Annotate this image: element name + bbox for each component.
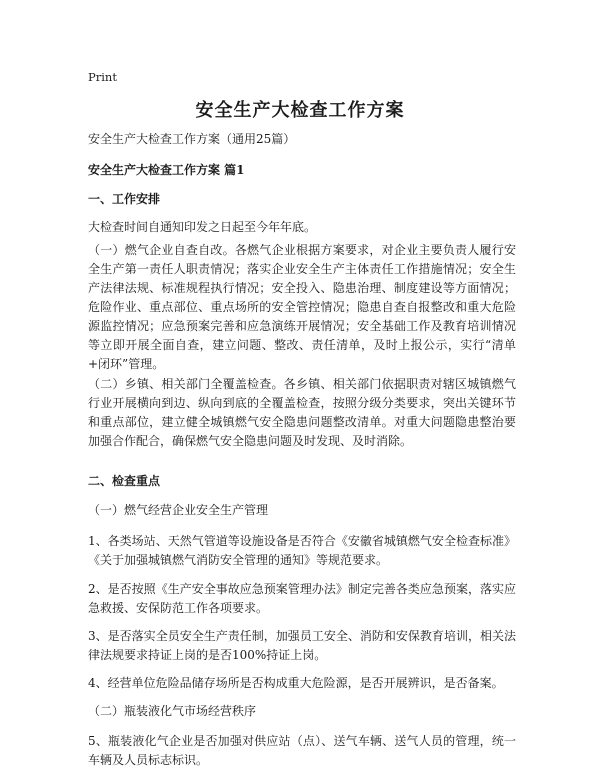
check-item-2: 2、是否按照《生产安全事故应急预案管理办法》制定完善各类应急预案，落实应急救援、安保防范工作各项要求。 bbox=[88, 582, 516, 615]
document-subtitle: 安全生产大检查工作方案（通用25篇） bbox=[88, 132, 296, 146]
print-label[interactable]: Print bbox=[88, 70, 117, 84]
check-item-4: 4、经营单位危险品储存场所是否构成重大危险源，是否开展辨识，是否备案。 bbox=[88, 676, 504, 690]
check-item-1: 1、各类场站、天然气管道等设施设备是否符合《安徽省城镇燃气安全检查标准》《关于加强城镇燃气消防安全管理的通知》等规范要求。 bbox=[88, 534, 516, 567]
check-item-3: 3、是否落实全员安全生产责任制，加强员工安全、消防和安保教育培训，相关法律法规要求持证上岗的是否100%持证上岗。 bbox=[88, 629, 516, 662]
subsection-lpg-market-order: （二）瓶装液化气市场经营秩序 bbox=[88, 704, 257, 718]
part-title: 安全生产大检查工作方案 篇1 bbox=[88, 163, 245, 177]
section-heading-work-arrangement: 一、工作安排 bbox=[88, 192, 161, 206]
page-title: 安全生产大检查工作方案 bbox=[195, 100, 405, 121]
section-heading-inspection-focus: 二、检查重点 bbox=[88, 474, 161, 488]
paragraph-intro: 大检查时间自通知印发之日起至今年年底。 bbox=[88, 220, 317, 234]
paragraph-self-inspection: （一）燃气企业自查自改。各燃气企业根据方案要求，对企业主要负责人履行安全生产第一责任人职责情况；落实企业安全生产主体责任工作措施情况；安全生产法律法规、标准规程执行情况；安全投入、隐患治理、制度建设等方面情况；危险作业、重点部位、重点场所的安全管控情况；隐患自查自报整改和重大危险源监控情况；应急预案完善和应急演练开展情况；安全基础工作及教育培训情况等立即开展全面自查，建立问题、整改、责任清单，及时上报公示，实行“清单+闭环”管理。 bbox=[88, 243, 516, 371]
check-item-5: 5、瓶装液化气企业是否加强对供应站（点）、送气车辆、送气人员的管理，统一车辆及人员标志标识。 bbox=[88, 734, 516, 767]
paragraph-full-coverage-inspection: （二）乡镇、相关部门全覆盖检查。各乡镇、相关部门依据职责对辖区城镇燃气行业开展横向到边、纵向到底的全覆盖检查，按照分级分类要求，突出关键环节和重点部位，建立健全城镇燃气安全隐患问题整改清单。对重大问题隐患整治要加强合作配合，确保燃气安全隐患问题及时发现、及时消除。 bbox=[88, 377, 516, 448]
subsection-gas-enterprise-management: （一）燃气经营企业安全生产管理 bbox=[88, 503, 269, 517]
